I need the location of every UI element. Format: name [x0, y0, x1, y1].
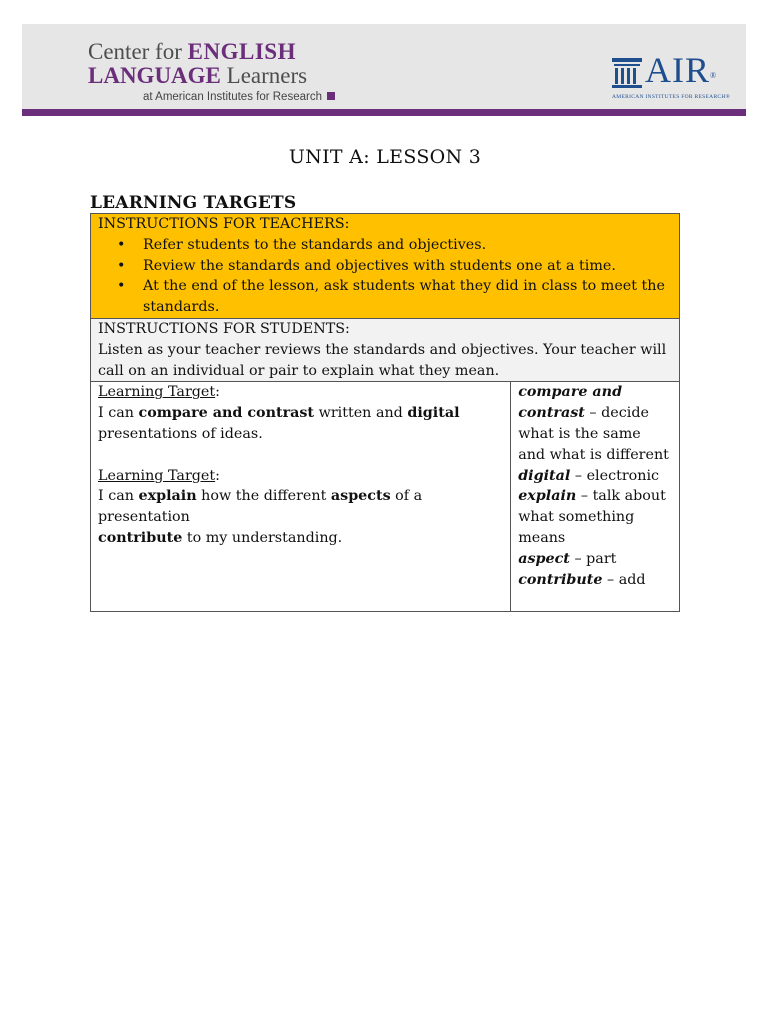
- student-instructions-cell: [91, 318, 680, 381]
- vocab-item: digital – electronic: [518, 467, 660, 484]
- page-title: UNIT A: LESSON 3: [288, 146, 482, 168]
- targets-row: [91, 382, 680, 612]
- student-instructions-text: Listen as your teacher reviews the standards and objectives. Your teacher will call on an individual or pair to explain what they mean.: [98, 341, 667, 379]
- vocab-item: explain – talk about what something means: [518, 488, 666, 546]
- list-item: • Refer students to the standards and objectives.: [98, 235, 672, 256]
- section-heading: LEARNING TARGETS: [90, 193, 297, 213]
- header-rule: [22, 109, 746, 116]
- teacher-instructions-cell: [91, 214, 680, 319]
- list-item: • Review the standards and objectives with students one at a time.: [98, 256, 672, 277]
- student-instructions-row: [91, 318, 680, 381]
- cell-logo-line2: LANGUAGE Learners: [88, 63, 308, 88]
- air-subtitle: AMERICAN INSTITUTES FOR RESEARCH®: [612, 94, 731, 100]
- cell-logo: [88, 40, 335, 103]
- learning-target-1-text: I can compare and contrast written and digital presentations of ideas.: [98, 405, 460, 442]
- bullet-icon: •: [117, 257, 126, 274]
- learning-target-1-label: Learning Target:: [98, 384, 220, 401]
- building-icon: [612, 58, 642, 88]
- vocab-item: compare and contrast – decide what is the same and what is different: [518, 384, 669, 463]
- cell-logo-line1: Center for ENGLISH: [88, 39, 296, 64]
- bullet-icon: •: [117, 236, 126, 253]
- bullet-icon: •: [117, 278, 126, 295]
- square-icon: [327, 92, 335, 100]
- student-instructions-heading: INSTRUCTIONS FOR STUDENTS:: [98, 320, 350, 337]
- teacher-instructions-list: [98, 235, 672, 318]
- learning-target-2-text: I can explain how the different aspects of a presentation contribute to my understanding.: [98, 488, 423, 546]
- spacer: [98, 445, 503, 466]
- vocabulary-cell: [511, 382, 680, 612]
- vocab-item: contribute – add: [518, 571, 646, 588]
- vocab-item: aspect – part: [518, 550, 617, 567]
- cell-logo-line3: at American Institutes for Research: [143, 91, 335, 103]
- learning-targets-table: [90, 213, 680, 612]
- list-item: • At the end of the lesson, ask students what they did in class to meet the standards.: [117, 278, 665, 316]
- air-logo: [612, 50, 731, 102]
- air-wordmark: AIR®: [645, 50, 718, 90]
- teacher-instructions-row: [91, 214, 680, 319]
- learning-target-2-label: Learning Target:: [98, 467, 220, 484]
- teacher-instructions-heading: INSTRUCTIONS FOR TEACHERS:: [98, 216, 350, 232]
- targets-cell: [91, 382, 511, 612]
